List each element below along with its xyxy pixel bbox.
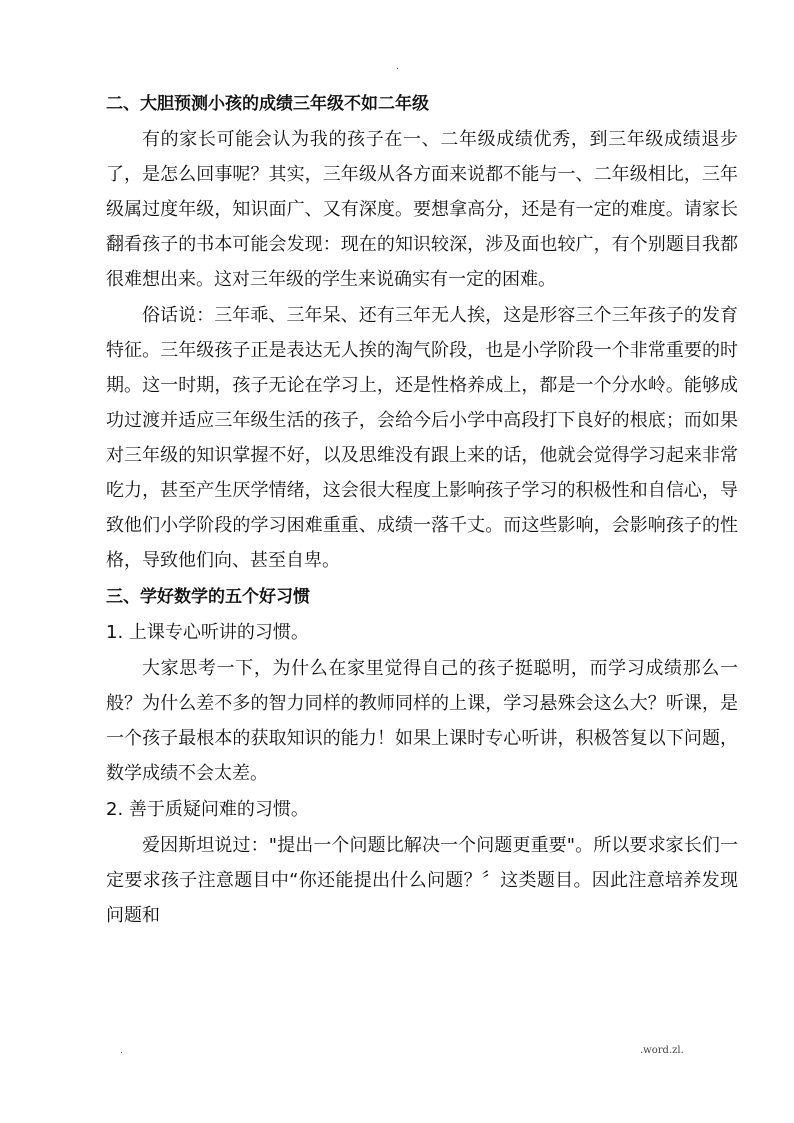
footer-mark: . (120, 1046, 123, 1056)
paragraph: 有的家长可能会认为我的孩子在一、二年级成绩优秀，到三年级成绩退步了，是怎么回事呢？其实，三年级从各方面来说都不能与一、二年级相比，三年级属过度年级，知识面广、又有深度。要想拿高分，还是有一定的难度。请家长翻看孩子的书本可能会发现：现在的知识较深，涉及面也较广，有个别题目我都很难想出来。这对三年级的学生来说确实有一定的困难。 (106, 129, 738, 290)
paragraph: 大家思考一下，为什么在家里觉得自己的孩子挺聪明，而学习成绩那么一般？为什么差不多的智力同样的教师同样的上课，学习悬殊会这么大？听课，是一个孩子最根本的获取知识的能力！如果上课时专心听讲，积极答复以下问题，数学成绩不会太差。 (106, 658, 738, 784)
footer-source: .word.zl. (640, 1045, 684, 1056)
habit-item-2: 2. 善于质疑问难的习惯。 (106, 799, 309, 820)
header-mark: . (396, 62, 399, 72)
section-heading-2: 二、大胆预测小孩的成绩三年级不如二年级 (106, 94, 429, 114)
paragraph: 爱因斯坦说过："提出一个问题比解决一个问题更重要"。所以要求家长们一定要求孩子注意题目中“你还能提出什么问题？〞这类题目。因此注意培养发现问题和 (106, 835, 738, 926)
habit-item-1: 1. 上课专心听讲的习惯。 (106, 622, 309, 643)
section-heading-3: 三、学好数学的五个好习惯 (106, 587, 310, 607)
document-body (106, 86, 738, 934)
paragraph: 俗话说：三年乖、三年呆、还有三年无人挨，这是形容三个三年孩子的发育特征。三年级孩子正是表达无人挨的淘气阶段，也是小学阶段一个非常重要的时期。这一时期，孩子无论在学习上，还是性格养成上，都是一个分水岭。能够成功过渡并适应三年级生活的孩子，会给今后小学中高段打下良好的根底；而如果对三年级的知识掌握不好，以及思维没有跟上来的话，他就会觉得学习起来非常吃力，甚至产生厌学情绪，这会很大程度上影响孩子学习的积极性和自信心，导致他们小学阶段的学习困难重重、成绩一落千丈。而这些影响，会影响孩子的性格，导致他们向、甚至自卑。 (106, 305, 738, 571)
